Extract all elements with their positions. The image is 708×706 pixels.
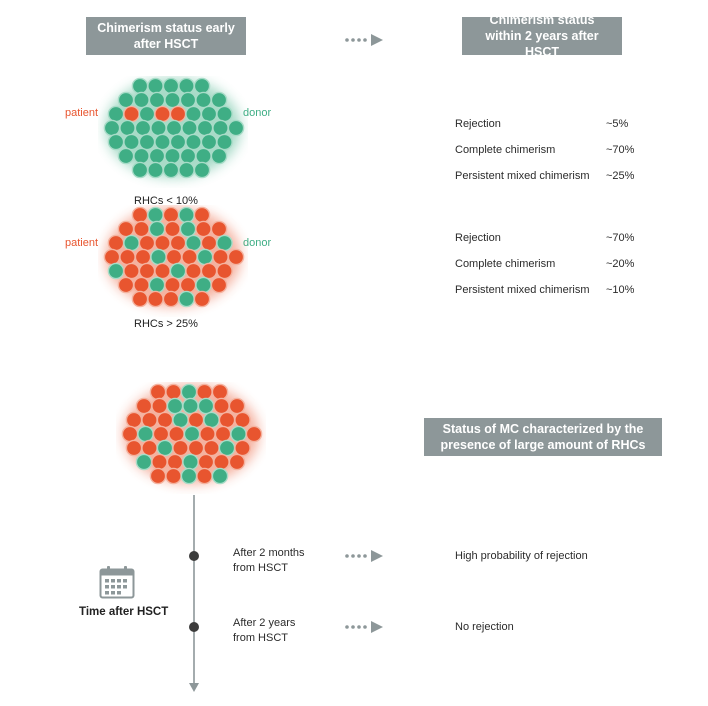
donor-cell [204,412,219,427]
patient-cell [204,440,219,455]
cell-cluster-high-rhc [98,205,248,317]
cluster2-caption: RHCs > 25% [134,318,198,330]
donor-cell [138,426,153,441]
patient-cell [120,249,135,264]
donor-cell [155,134,170,149]
outcome2-label-rejection: Rejection [455,232,501,244]
donor-cell [170,134,185,149]
timeline-dot-2-months [189,551,199,561]
donor-cell [197,120,212,135]
donor-cell [151,249,166,264]
donor-cell [197,249,212,264]
donor-cell [217,134,232,149]
patient-cell [163,291,178,306]
patient-cell [215,426,230,441]
donor-cell [186,134,201,149]
patient-cell [124,106,139,121]
header-mc-status [424,418,662,456]
donor-cell [186,106,201,121]
cell-cluster-mixed-chimerism [116,382,266,494]
donor-cell [134,148,149,163]
patient-cell [173,440,188,455]
donor-cell [179,162,194,177]
donor-cell [163,162,178,177]
patient-cell [166,468,181,483]
header-early-text: Chimerism status early after HSCT [97,21,235,51]
donor-cell [108,134,123,149]
patient-cell [235,412,250,427]
outcome2-label-persistent: Persistent mixed chimerism [455,284,590,296]
donor-cell [211,148,226,163]
patient-cell [150,384,165,399]
donor-cell [182,120,197,135]
patient-cell [122,426,137,441]
patient-cell [118,221,133,236]
donor-cell [124,235,139,250]
patient-cell [155,263,170,278]
patient-cell [169,426,184,441]
patient-cell [134,277,149,292]
donor-cell [118,92,133,107]
donor-cell [194,78,209,93]
donor-cell [181,468,196,483]
donor-cell [183,454,198,469]
patient-cell [124,263,139,278]
patient-cell [201,235,216,250]
patient-cell [197,384,212,399]
donor-cell [201,106,216,121]
outcome1-value-complete: ~70% [606,144,635,156]
patient-cell [135,249,150,264]
outcome1-label-rejection: Rejection [455,118,501,130]
outcome2-value-complete: ~20% [606,258,635,270]
donor-cell [180,148,195,163]
event-2-months-time-line1: After 2 months [233,547,305,559]
donor-cell [139,106,154,121]
patient-cell [139,235,154,250]
donor-cell [134,92,149,107]
patient-cell [136,398,151,413]
patient-cell [150,468,165,483]
event-2-years-time-line1: After 2 years [233,617,296,629]
patient-cell [166,249,181,264]
donor-cell [166,120,181,135]
patient-cell [217,263,232,278]
patient-cell [134,221,149,236]
donor-cell [124,134,139,149]
outcome2-value-rejection: ~70% [606,232,635,244]
donor-cell [217,235,232,250]
donor-cell [179,78,194,93]
patient-cell [198,454,213,469]
patient-cell [246,426,261,441]
donor-cell [148,162,163,177]
cell-cluster-low-rhc [98,76,248,188]
cluster2-patient-label: patient [65,237,99,249]
donor-cell [180,221,195,236]
patient-cell [167,454,182,469]
arrow-early-to-within [344,33,386,47]
patient-cell [132,291,147,306]
patient-cell [155,106,170,121]
patient-cell [212,384,227,399]
donor-cell [186,235,201,250]
header-within-2-years [462,13,622,59]
patient-cell [188,412,203,427]
patient-cell [228,249,243,264]
outcome1-label-complete: Complete chimerism [455,144,556,156]
patient-cell [163,207,178,222]
donor-cell [149,148,164,163]
event-2-months-time [233,546,305,576]
event-2-months-result: High probability of rejection [455,550,588,562]
outcome2-value-persistent: ~10% [606,284,635,296]
patient-cell [148,291,163,306]
donor-cell [157,440,172,455]
header-within-text: Chimerism status within 2 years after HSCT [485,13,599,59]
patient-cell [104,249,119,264]
patient-cell [194,291,209,306]
donor-cell [196,277,211,292]
patient-cell [153,426,168,441]
calendar-icon [99,565,135,599]
timeline-dot-2-years [189,622,199,632]
donor-cell [167,398,182,413]
patient-cell [170,235,185,250]
outcome2-label-complete: Complete chimerism [455,258,556,270]
patient-cell [229,454,244,469]
patient-cell [213,249,228,264]
patient-cell [196,221,211,236]
donor-cell [148,78,163,93]
donor-cell [194,162,209,177]
outcome1-value-persistent: ~25% [606,170,635,182]
cluster1-donor-label: donor [243,107,272,119]
patient-cell [188,440,203,455]
donor-cell [139,134,154,149]
donor-cell [181,384,196,399]
patient-cell [214,454,229,469]
donor-cell [213,120,228,135]
donor-cell [148,207,163,222]
patient-cell [214,398,229,413]
timeline-axis-label: Time after HSCT [79,606,169,618]
donor-cell [135,120,150,135]
patient-cell [142,440,157,455]
donor-cell [179,291,194,306]
patient-cell [170,106,185,121]
donor-cell [104,120,119,135]
donor-cell [198,398,213,413]
donor-cell [151,120,166,135]
patient-cell [165,277,180,292]
patient-cell [142,412,157,427]
header-early-status [86,17,246,55]
patient-cell [126,412,141,427]
patient-cell [139,263,154,278]
donor-cell [184,426,199,441]
event-2-years-time-line2: from HSCT [233,632,288,644]
donor-cell [179,207,194,222]
donor-cell [201,134,216,149]
donor-cell [219,440,234,455]
donor-cell [163,78,178,93]
header-mc-status-text: Status of MC characterized by the presence of large amount of RHCs [440,422,646,452]
patient-cell [186,263,201,278]
arrow-2-months [344,549,386,563]
patient-cell [118,277,133,292]
patient-cell [219,412,234,427]
patient-cell [235,440,250,455]
donor-cell [136,454,151,469]
arrow-2-years [344,620,386,634]
patient-cell [194,207,209,222]
outcome1-value-rejection: ~5% [606,118,629,130]
donor-cell [180,92,195,107]
donor-cell [231,426,246,441]
donor-cell [120,120,135,135]
patient-cell [229,398,244,413]
patient-cell [132,207,147,222]
donor-cell [149,277,164,292]
patient-cell [180,277,195,292]
donor-cell [165,148,180,163]
patient-cell [211,277,226,292]
donor-cell [132,78,147,93]
donor-cell [132,162,147,177]
timeline-axis [186,495,202,695]
donor-cell [165,92,180,107]
donor-cell [211,92,226,107]
patient-cell [126,440,141,455]
patient-cell [166,384,181,399]
patient-cell [201,263,216,278]
event-2-years-time [233,616,295,646]
donor-cell [170,263,185,278]
patient-cell [155,235,170,250]
donor-cell [149,221,164,236]
donor-cell [217,106,232,121]
donor-cell [228,120,243,135]
event-2-months-time-line2: from HSCT [233,562,288,574]
donor-cell [173,412,188,427]
outcome1-label-persistent: Persistent mixed chimerism [455,170,590,182]
patient-cell [108,235,123,250]
patient-cell [157,412,172,427]
patient-cell [152,454,167,469]
patient-cell [197,468,212,483]
cluster1-caption: RHCs < 10% [134,195,198,207]
donor-cell [183,398,198,413]
cluster1-patient-label: patient [65,107,99,119]
donor-cell [149,92,164,107]
donor-cell [196,148,211,163]
donor-cell [196,92,211,107]
patient-cell [152,398,167,413]
patient-cell [200,426,215,441]
patient-cell [165,221,180,236]
donor-cell [108,263,123,278]
cluster2-donor-label: donor [243,237,272,249]
donor-cell [108,106,123,121]
patient-cell [211,221,226,236]
patient-cell [182,249,197,264]
donor-cell [212,468,227,483]
event-2-years-result: No rejection [455,621,514,633]
donor-cell [118,148,133,163]
